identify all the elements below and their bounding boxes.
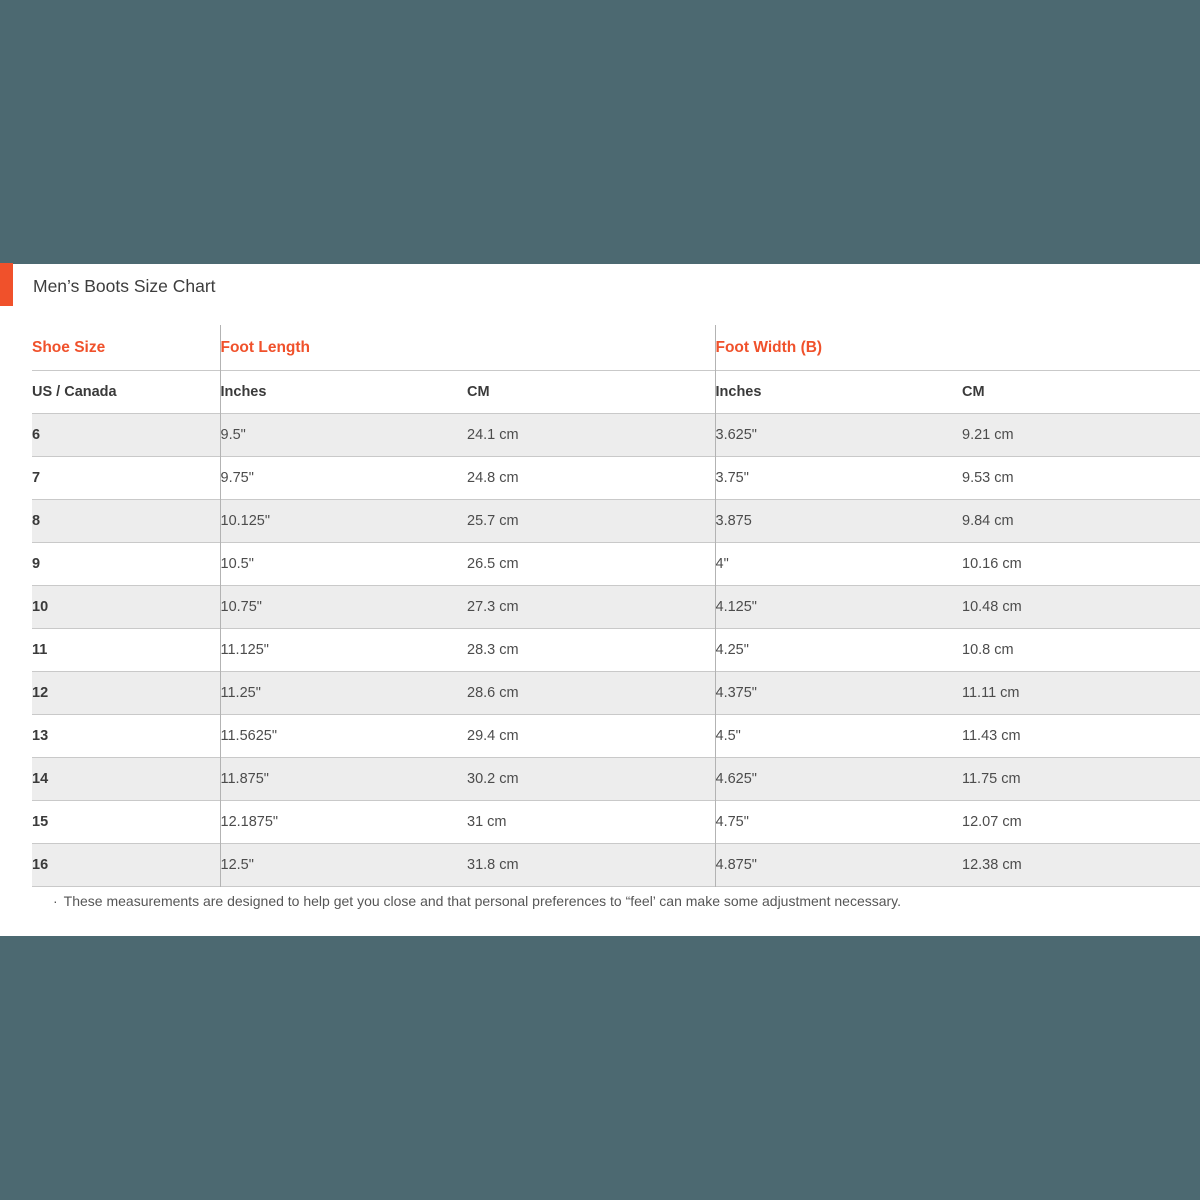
cell-foot-width-inches: 4.375" <box>715 672 962 715</box>
table-row <box>32 586 1200 629</box>
cell-us-size: 7 <box>32 470 41 486</box>
header-foot-width: Foot Width (B) <box>715 325 1200 371</box>
orange-accent-bar <box>0 263 13 306</box>
cell-us-size: 14 <box>32 771 49 787</box>
sub-header-row <box>32 371 1200 414</box>
cell-foot-width-cm: 12.38 cm <box>962 857 1022 873</box>
cell-foot-width-inches: 4" <box>715 543 962 586</box>
cell-foot-width-inches: 3.875 <box>715 500 962 543</box>
table-row <box>32 758 1200 801</box>
table-row <box>32 457 1200 500</box>
cell-foot-width-cm: 11.75 cm <box>962 771 1021 787</box>
cell-foot-width-cm: 10.8 cm <box>962 642 1014 658</box>
bullet-icon: · <box>53 893 58 909</box>
measurement-disclaimer <box>53 893 901 909</box>
disclaimer-text: These measurements are designed to help get you close and that personal preferences to “feel’ can make some adjustment necessary. <box>63 893 902 909</box>
cell-foot-length-cm: 24.8 cm <box>467 470 519 486</box>
cell-foot-width-inches: 4.5" <box>715 715 962 758</box>
cell-us-size: 6 <box>32 427 41 443</box>
cell-foot-length-cm: 28.3 cm <box>467 642 519 658</box>
cell-us-size: 12 <box>32 685 49 701</box>
cell-foot-width-inches: 4.125" <box>715 586 962 629</box>
subheader-foot-width-inches: Inches <box>715 371 962 414</box>
cell-foot-width-cm: 9.53 cm <box>962 470 1014 486</box>
cell-foot-length-cm: 26.5 cm <box>467 556 519 572</box>
cell-us-size: 10 <box>32 599 49 615</box>
cell-foot-length-inches: 12.1875" <box>220 801 467 844</box>
cell-foot-length-inches: 12.5" <box>220 844 467 887</box>
cell-foot-length-cm: 28.6 cm <box>467 685 519 701</box>
cell-foot-width-cm: 11.11 cm <box>962 685 1020 701</box>
table-row <box>32 844 1200 887</box>
group-header-row <box>32 325 1200 371</box>
cell-foot-width-inches: 3.625" <box>715 414 962 457</box>
cell-us-size: 8 <box>32 513 41 529</box>
subheader-foot-width-cm: CM <box>962 384 985 400</box>
cell-foot-width-inches: 4.75" <box>715 801 962 844</box>
table-row <box>32 672 1200 715</box>
cell-foot-width-cm: 10.48 cm <box>962 599 1022 615</box>
cell-foot-width-cm: 9.21 cm <box>962 427 1014 443</box>
table-row <box>32 629 1200 672</box>
cell-us-size: 16 <box>32 857 49 873</box>
table-row <box>32 715 1200 758</box>
cell-foot-length-inches: 9.75" <box>220 457 467 500</box>
cell-us-size: 15 <box>32 814 49 830</box>
subheader-foot-length-inches: Inches <box>220 371 467 414</box>
cell-foot-length-inches: 11.25" <box>220 672 467 715</box>
cell-foot-length-inches: 10.75" <box>220 586 467 629</box>
page-title: Men’s Boots Size Chart <box>33 276 216 296</box>
cell-us-size: 11 <box>32 642 48 658</box>
cell-foot-width-inches: 4.25" <box>715 629 962 672</box>
cell-foot-length-cm: 25.7 cm <box>467 513 519 529</box>
cell-foot-length-inches: 11.875" <box>220 758 467 801</box>
table-row <box>32 801 1200 844</box>
cell-foot-width-inches: 4.625" <box>715 758 962 801</box>
cell-foot-length-cm: 31 cm <box>467 814 507 830</box>
table-row <box>32 414 1200 457</box>
cell-foot-length-cm: 30.2 cm <box>467 771 519 787</box>
cell-foot-length-inches: 9.5" <box>220 414 467 457</box>
cell-foot-width-cm: 11.43 cm <box>962 728 1021 744</box>
header-shoe-size: Shoe Size <box>32 338 106 356</box>
cell-foot-length-inches: 10.125" <box>220 500 467 543</box>
cell-foot-width-inches: 4.875" <box>715 844 962 887</box>
cell-us-size: 9 <box>32 556 41 572</box>
table-row <box>32 500 1200 543</box>
cell-foot-width-inches: 3.75" <box>715 457 962 500</box>
cell-foot-length-cm: 31.8 cm <box>467 857 519 873</box>
cell-foot-length-inches: 10.5" <box>220 543 467 586</box>
cell-foot-length-cm: 27.3 cm <box>467 599 519 615</box>
cell-foot-length-cm: 29.4 cm <box>467 728 519 744</box>
subheader-us-canada: US / Canada <box>32 384 117 400</box>
subheader-foot-length-cm: CM <box>467 384 490 400</box>
cell-foot-width-cm: 10.16 cm <box>962 556 1022 572</box>
header-foot-length: Foot Length <box>220 325 715 371</box>
size-chart-table <box>32 325 1200 887</box>
cell-foot-width-cm: 9.84 cm <box>962 513 1014 529</box>
cell-foot-length-inches: 11.5625" <box>220 715 467 758</box>
cell-foot-length-cm: 24.1 cm <box>467 427 519 443</box>
cell-foot-length-inches: 11.125" <box>220 629 467 672</box>
table-row <box>32 543 1200 586</box>
cell-foot-width-cm: 12.07 cm <box>962 814 1022 830</box>
cell-us-size: 13 <box>32 728 49 744</box>
